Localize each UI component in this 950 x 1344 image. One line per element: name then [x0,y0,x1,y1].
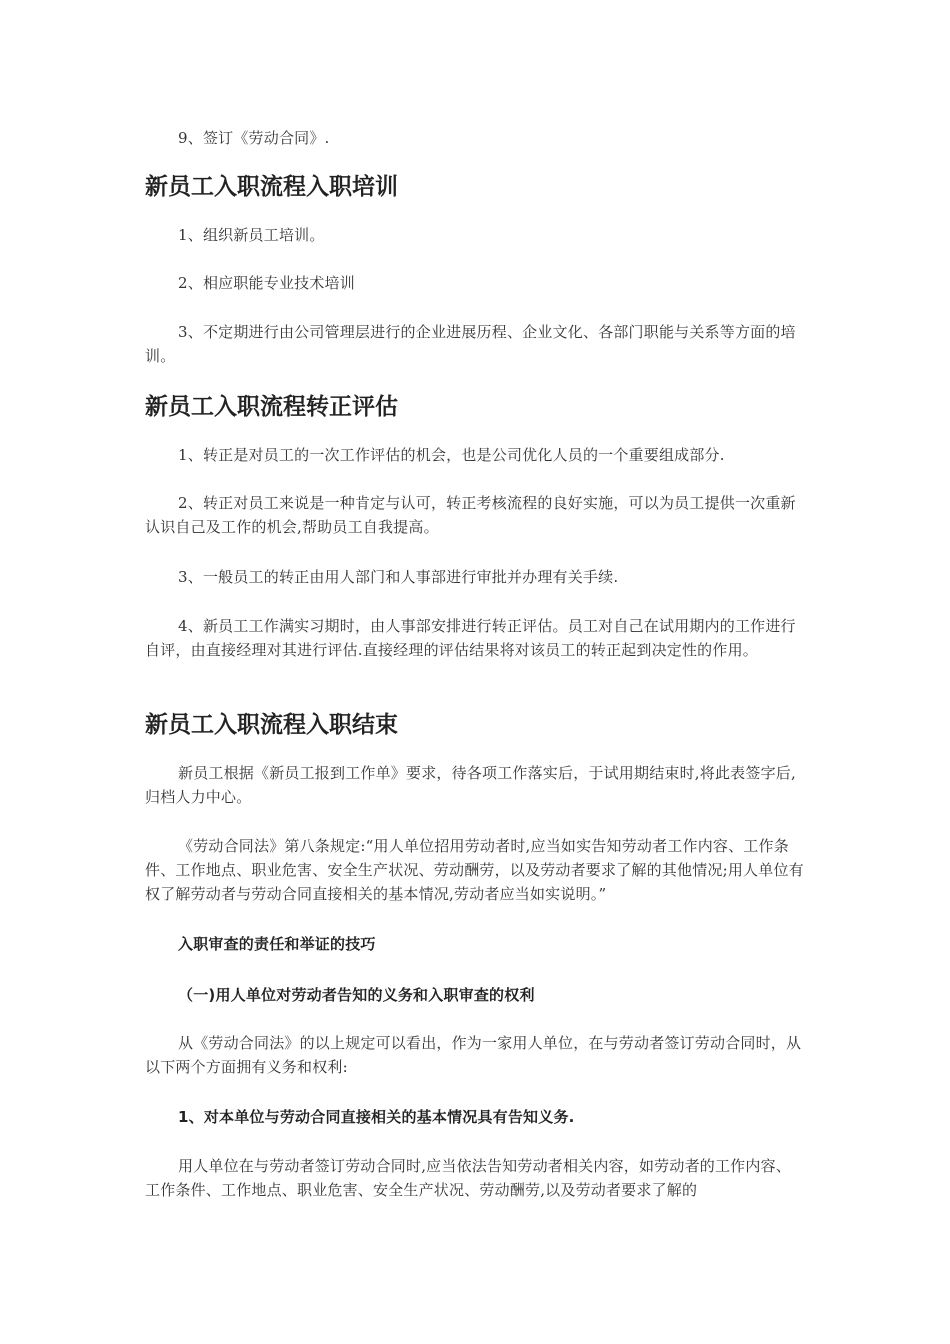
heading-regularization-evaluation: 新员工入职流程转正评估 [145,394,398,420]
subheading-notification-duty: 1、对本单位与劳动合同直接相关的基本情况具有告知义务. [178,1108,575,1126]
heading-onboarding-end: 新员工入职流程入职结束 [145,712,398,738]
paragraph-training-3: 3、不定期进行由公司管理层进行的企业进展历程、企业文化、各部门职能与关系等方面的培训。 [145,323,796,365]
paragraph-notification-detail: 用人单位在与劳动者签订劳动合同时,应当依法告知劳动者相关内容，如劳动者的工作内容、工作条件、工作地点、职业危害、安全生产状况、劳动酬劳,以及劳动者要求了解的 [145,1157,791,1199]
paragraph-evaluation-4: 4、新员工工作满实习期时，由人事部安排进行转正评估。员工对自己在试用期内的工作进行自评，由直接经理对其进行评估.直接经理的评估结果将对该员工的转正起到决定性的作用。 [145,617,796,659]
paragraph-end-1: 新员工根据《新员工报到工作单》要求，待各项工作落实后，于试用期结束时,将此表签字后,归档人力中心。 [145,764,796,806]
paragraph-evaluation-1: 1、转正是对员工的一次工作评估的机会，也是公司优化人员的一个重要组成部分. [178,446,725,464]
heading-onboarding-training: 新员工入职流程入职培训 [145,174,398,200]
paragraph-labor-law-article-8: 《劳动合同法》第八条规定:“用人单位招用劳动者时,应当如实告知劳动者工作内容、工作条件、工作地点、职业危害、安全生产状况、劳动酬劳，以及劳动者要求了解的其他情况;用人单位有权了解劳动者与劳动合同直接相关的基本情况,劳动者应当如实说明。” [145,837,804,903]
paragraph-sign-contract: 9、签订《劳动合同》. [178,129,330,147]
paragraph-obligation-intro: 从《劳动合同法》的以上规定可以看出，作为一家用人单位，在与劳动者签订劳动合同时，从以下两个方面拥有义务和权利: [145,1034,802,1076]
subheading-obligation-and-right: （一)用人单位对劳动者告知的义务和入职审查的权利 [178,986,535,1004]
paragraph-evaluation-3: 3、一般员工的转正由用人部门和人事部进行审批并办理有关手续. [178,568,619,586]
subheading-review-responsibility: 入职审查的责任和举证的技巧 [178,935,376,953]
paragraph-training-2: 2、相应职能专业技术培训 [178,274,355,292]
paragraph-training-1: 1、组织新员工培训。 [178,226,325,244]
paragraph-evaluation-2: 2、转正对员工来说是一种肯定与认可，转正考核流程的良好实施，可以为员工提供一次重新认识自己及工作的机会,帮助员工自我提高。 [145,494,796,536]
